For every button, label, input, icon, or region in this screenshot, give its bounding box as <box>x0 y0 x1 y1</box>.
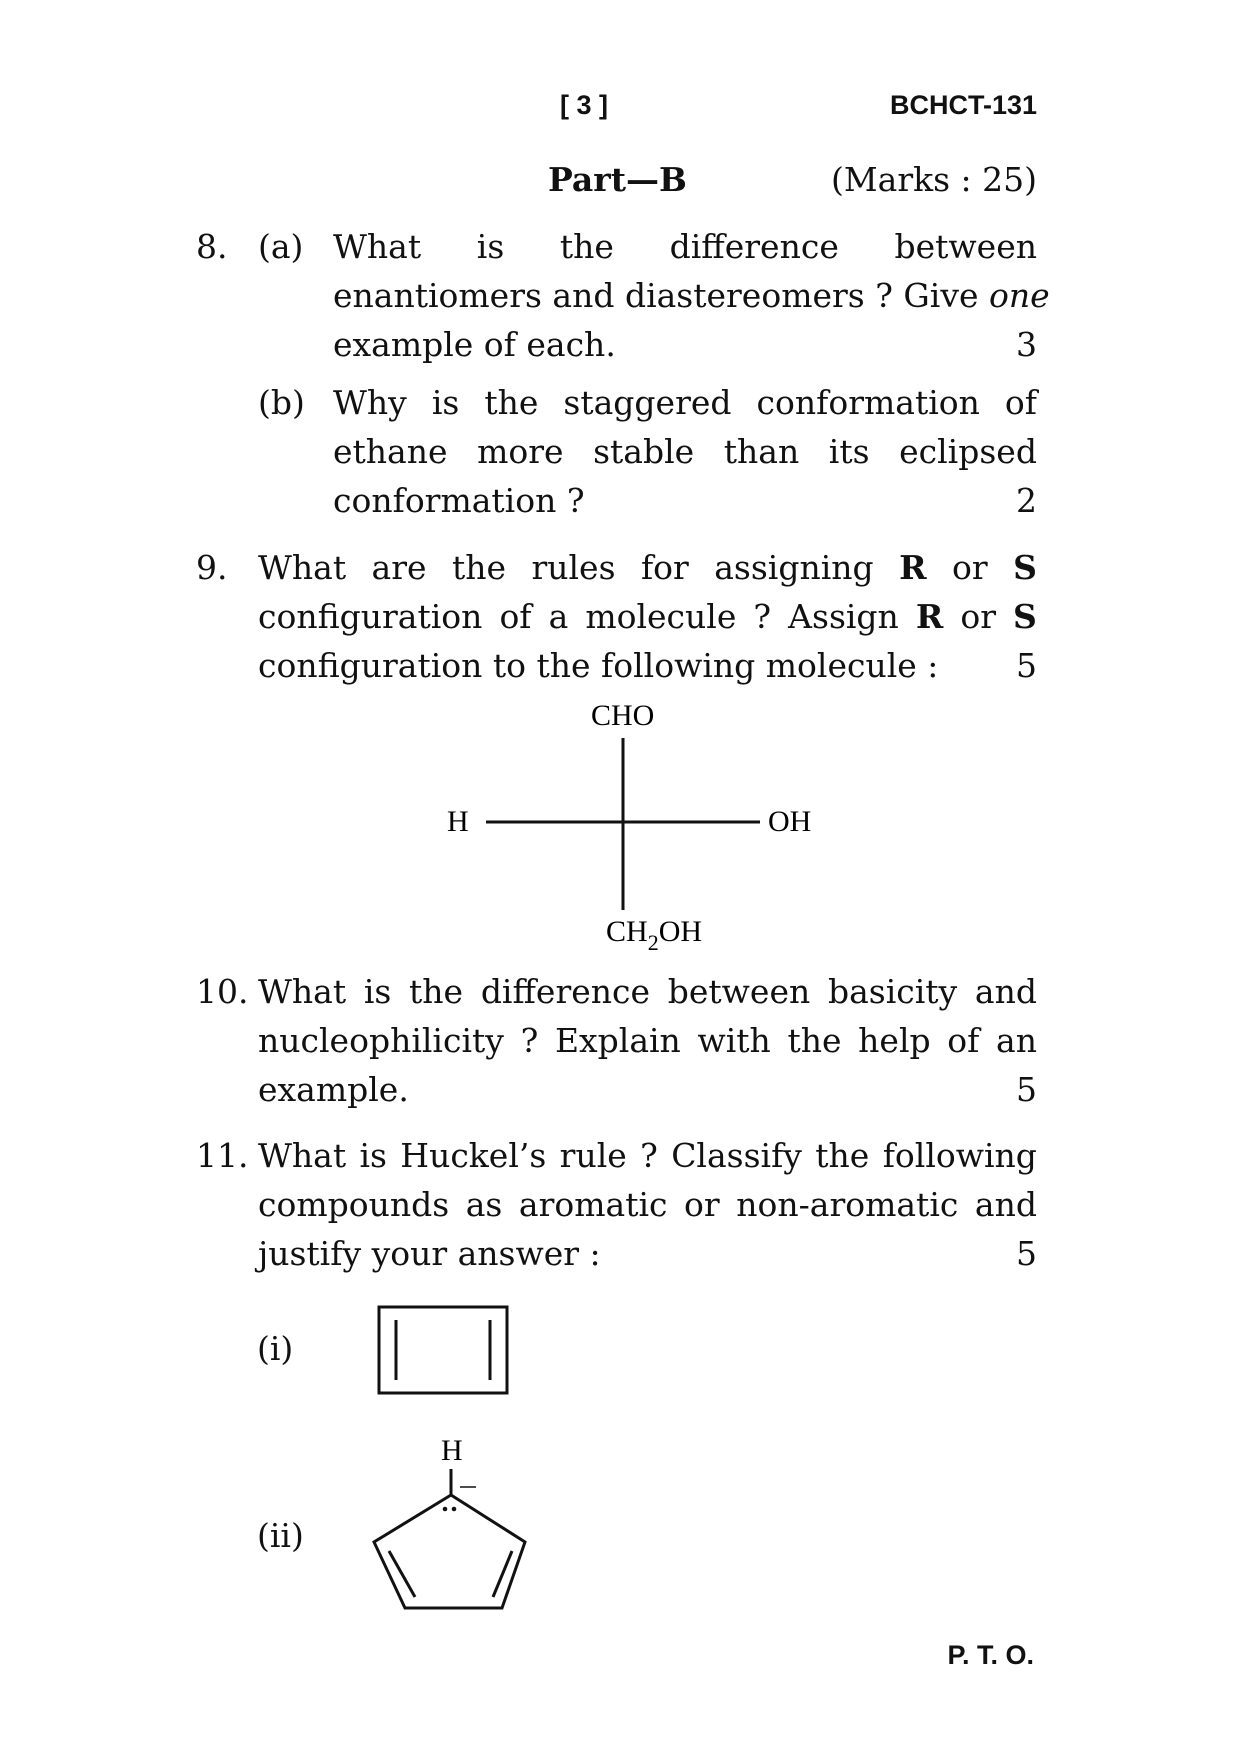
word: Classify <box>671 1136 802 1175</box>
oh-text: OH <box>658 915 703 948</box>
word: eclipsed <box>899 432 1037 471</box>
q11-line2 <box>258 1180 1037 1229</box>
q8b-line1 <box>333 378 1037 427</box>
q8b-line3 <box>333 476 1037 525</box>
text: justify your answer : <box>258 1234 601 1273</box>
fischer-right-group: OH <box>768 805 812 838</box>
q11-line1 <box>258 1131 1037 1180</box>
ring <box>379 1307 507 1393</box>
word: ethane <box>333 432 448 471</box>
word: difference <box>480 972 651 1011</box>
word-bold: S <box>1013 597 1037 636</box>
word-bold: R <box>915 597 944 636</box>
word: the <box>559 227 614 266</box>
q8a-line2 <box>333 271 1050 320</box>
lone-pair-dot <box>443 1507 448 1512</box>
marks: 5 <box>1016 1234 1037 1273</box>
marks: 5 <box>1016 646 1037 685</box>
word: the <box>409 972 464 1011</box>
course-code: BCHCT-131 <box>889 90 1037 120</box>
word: non-aromatic <box>736 1185 959 1224</box>
fischer-projection <box>430 690 830 960</box>
q8b-text <box>333 378 1037 525</box>
word: of <box>1004 383 1037 422</box>
word: or <box>684 1185 720 1224</box>
word: and <box>974 972 1037 1011</box>
ch-text: CH <box>606 915 648 948</box>
q9-number: 9. <box>196 548 228 587</box>
word: the <box>815 1136 870 1175</box>
word: between <box>894 227 1037 266</box>
marks: 2 <box>1016 481 1037 520</box>
q9-text <box>258 543 1037 690</box>
word: of <box>947 1021 980 1060</box>
fischer-top-group: CHO <box>591 699 655 732</box>
q8-number: 8. <box>196 227 228 266</box>
word: help <box>858 1021 931 1060</box>
word: is <box>363 972 392 1011</box>
q9-line2 <box>258 592 1037 641</box>
word-bold: S <box>1013 548 1037 587</box>
q11-line3 <box>258 1229 1037 1278</box>
word: the <box>787 1021 842 1060</box>
word: a <box>548 597 569 636</box>
word: configuration <box>258 597 483 636</box>
q8b-label: (b) <box>258 383 305 422</box>
word: with <box>697 1021 771 1060</box>
word: as <box>465 1185 503 1224</box>
word: Assign <box>788 597 899 636</box>
q11-text <box>258 1131 1037 1278</box>
q10-line1 <box>258 967 1037 1016</box>
text: example of each. <box>333 325 616 364</box>
word: the <box>451 548 507 587</box>
section-title: Part—B <box>548 160 687 199</box>
fischer-bottom-group <box>606 915 702 955</box>
word: staggered <box>563 383 732 422</box>
word: the <box>484 383 539 422</box>
word: rules <box>531 548 616 587</box>
word: basicity <box>827 972 958 1011</box>
q10-number: 10. <box>196 972 249 1011</box>
marks: 5 <box>1016 1070 1037 1109</box>
ring <box>374 1495 525 1608</box>
cyclobutadiene-structure <box>374 1300 514 1400</box>
cyclopentadienyl-anion-structure <box>362 1425 542 1625</box>
word: its <box>828 432 870 471</box>
word: nucleophilicity <box>258 1021 504 1060</box>
word: or <box>951 548 988 587</box>
word: What <box>258 548 347 587</box>
word: rule <box>559 1136 627 1175</box>
word: ? <box>520 1021 539 1060</box>
word: Why <box>333 383 407 422</box>
q8a-line3 <box>333 320 1037 369</box>
word: aromatic <box>518 1185 668 1224</box>
q8a-label: (a) <box>258 227 304 266</box>
word: is <box>431 383 460 422</box>
word: is <box>476 227 505 266</box>
word: What <box>333 227 422 266</box>
word: ? <box>640 1136 658 1175</box>
word: are <box>371 548 427 587</box>
word: assigning <box>714 548 874 587</box>
word: an <box>996 1021 1037 1060</box>
lone-pair-dot <box>452 1507 457 1512</box>
q10-line2 <box>258 1016 1037 1065</box>
hydrogen-atom: H <box>441 1434 463 1467</box>
word: for <box>640 548 689 587</box>
word: compounds <box>258 1185 450 1224</box>
q10-text <box>258 967 1037 1114</box>
item-ii-label: (ii) <box>257 1516 304 1555</box>
word: Explain <box>554 1021 681 1060</box>
marks: 3 <box>1016 325 1037 364</box>
word: of <box>499 597 532 636</box>
q11-number: 11. <box>196 1136 249 1175</box>
text: example. <box>258 1070 409 1109</box>
word: difference <box>669 227 839 266</box>
q9-line3 <box>258 641 1037 690</box>
word: more <box>477 432 564 471</box>
q8a-line1 <box>333 222 1037 271</box>
word: Huckel’s <box>400 1136 547 1175</box>
fischer-left-group: H <box>447 805 469 838</box>
q8b-line2 <box>333 427 1037 476</box>
text: conformation ? <box>333 481 585 520</box>
word: following <box>882 1136 1037 1175</box>
word: molecule <box>585 597 737 636</box>
page-number: [ 3 ] <box>560 90 609 120</box>
word: than <box>723 432 800 471</box>
subscript: 2 <box>647 930 659 955</box>
q9-line1 <box>258 543 1037 592</box>
text: enantiomers and diastereomers ? Give <box>333 276 989 315</box>
word: or <box>960 597 996 636</box>
word: What <box>258 972 347 1011</box>
pto-footer: P. T. O. <box>947 1640 1034 1670</box>
q10-line3 <box>258 1065 1037 1114</box>
word: ? <box>753 597 772 636</box>
word: and <box>974 1185 1037 1224</box>
word: conformation <box>756 383 980 422</box>
item-i-label: (i) <box>257 1329 294 1368</box>
q8a-text <box>333 222 1050 369</box>
double-bond-left <box>389 1551 415 1597</box>
word-bold: R <box>899 548 927 587</box>
text: configuration to the following molecule : <box>258 646 939 685</box>
word: between <box>667 972 811 1011</box>
word: What <box>258 1136 347 1175</box>
section-marks: (Marks : 25) <box>830 160 1037 199</box>
word: is <box>359 1136 387 1175</box>
word: stable <box>593 432 695 471</box>
emphasis: one <box>989 276 1050 315</box>
